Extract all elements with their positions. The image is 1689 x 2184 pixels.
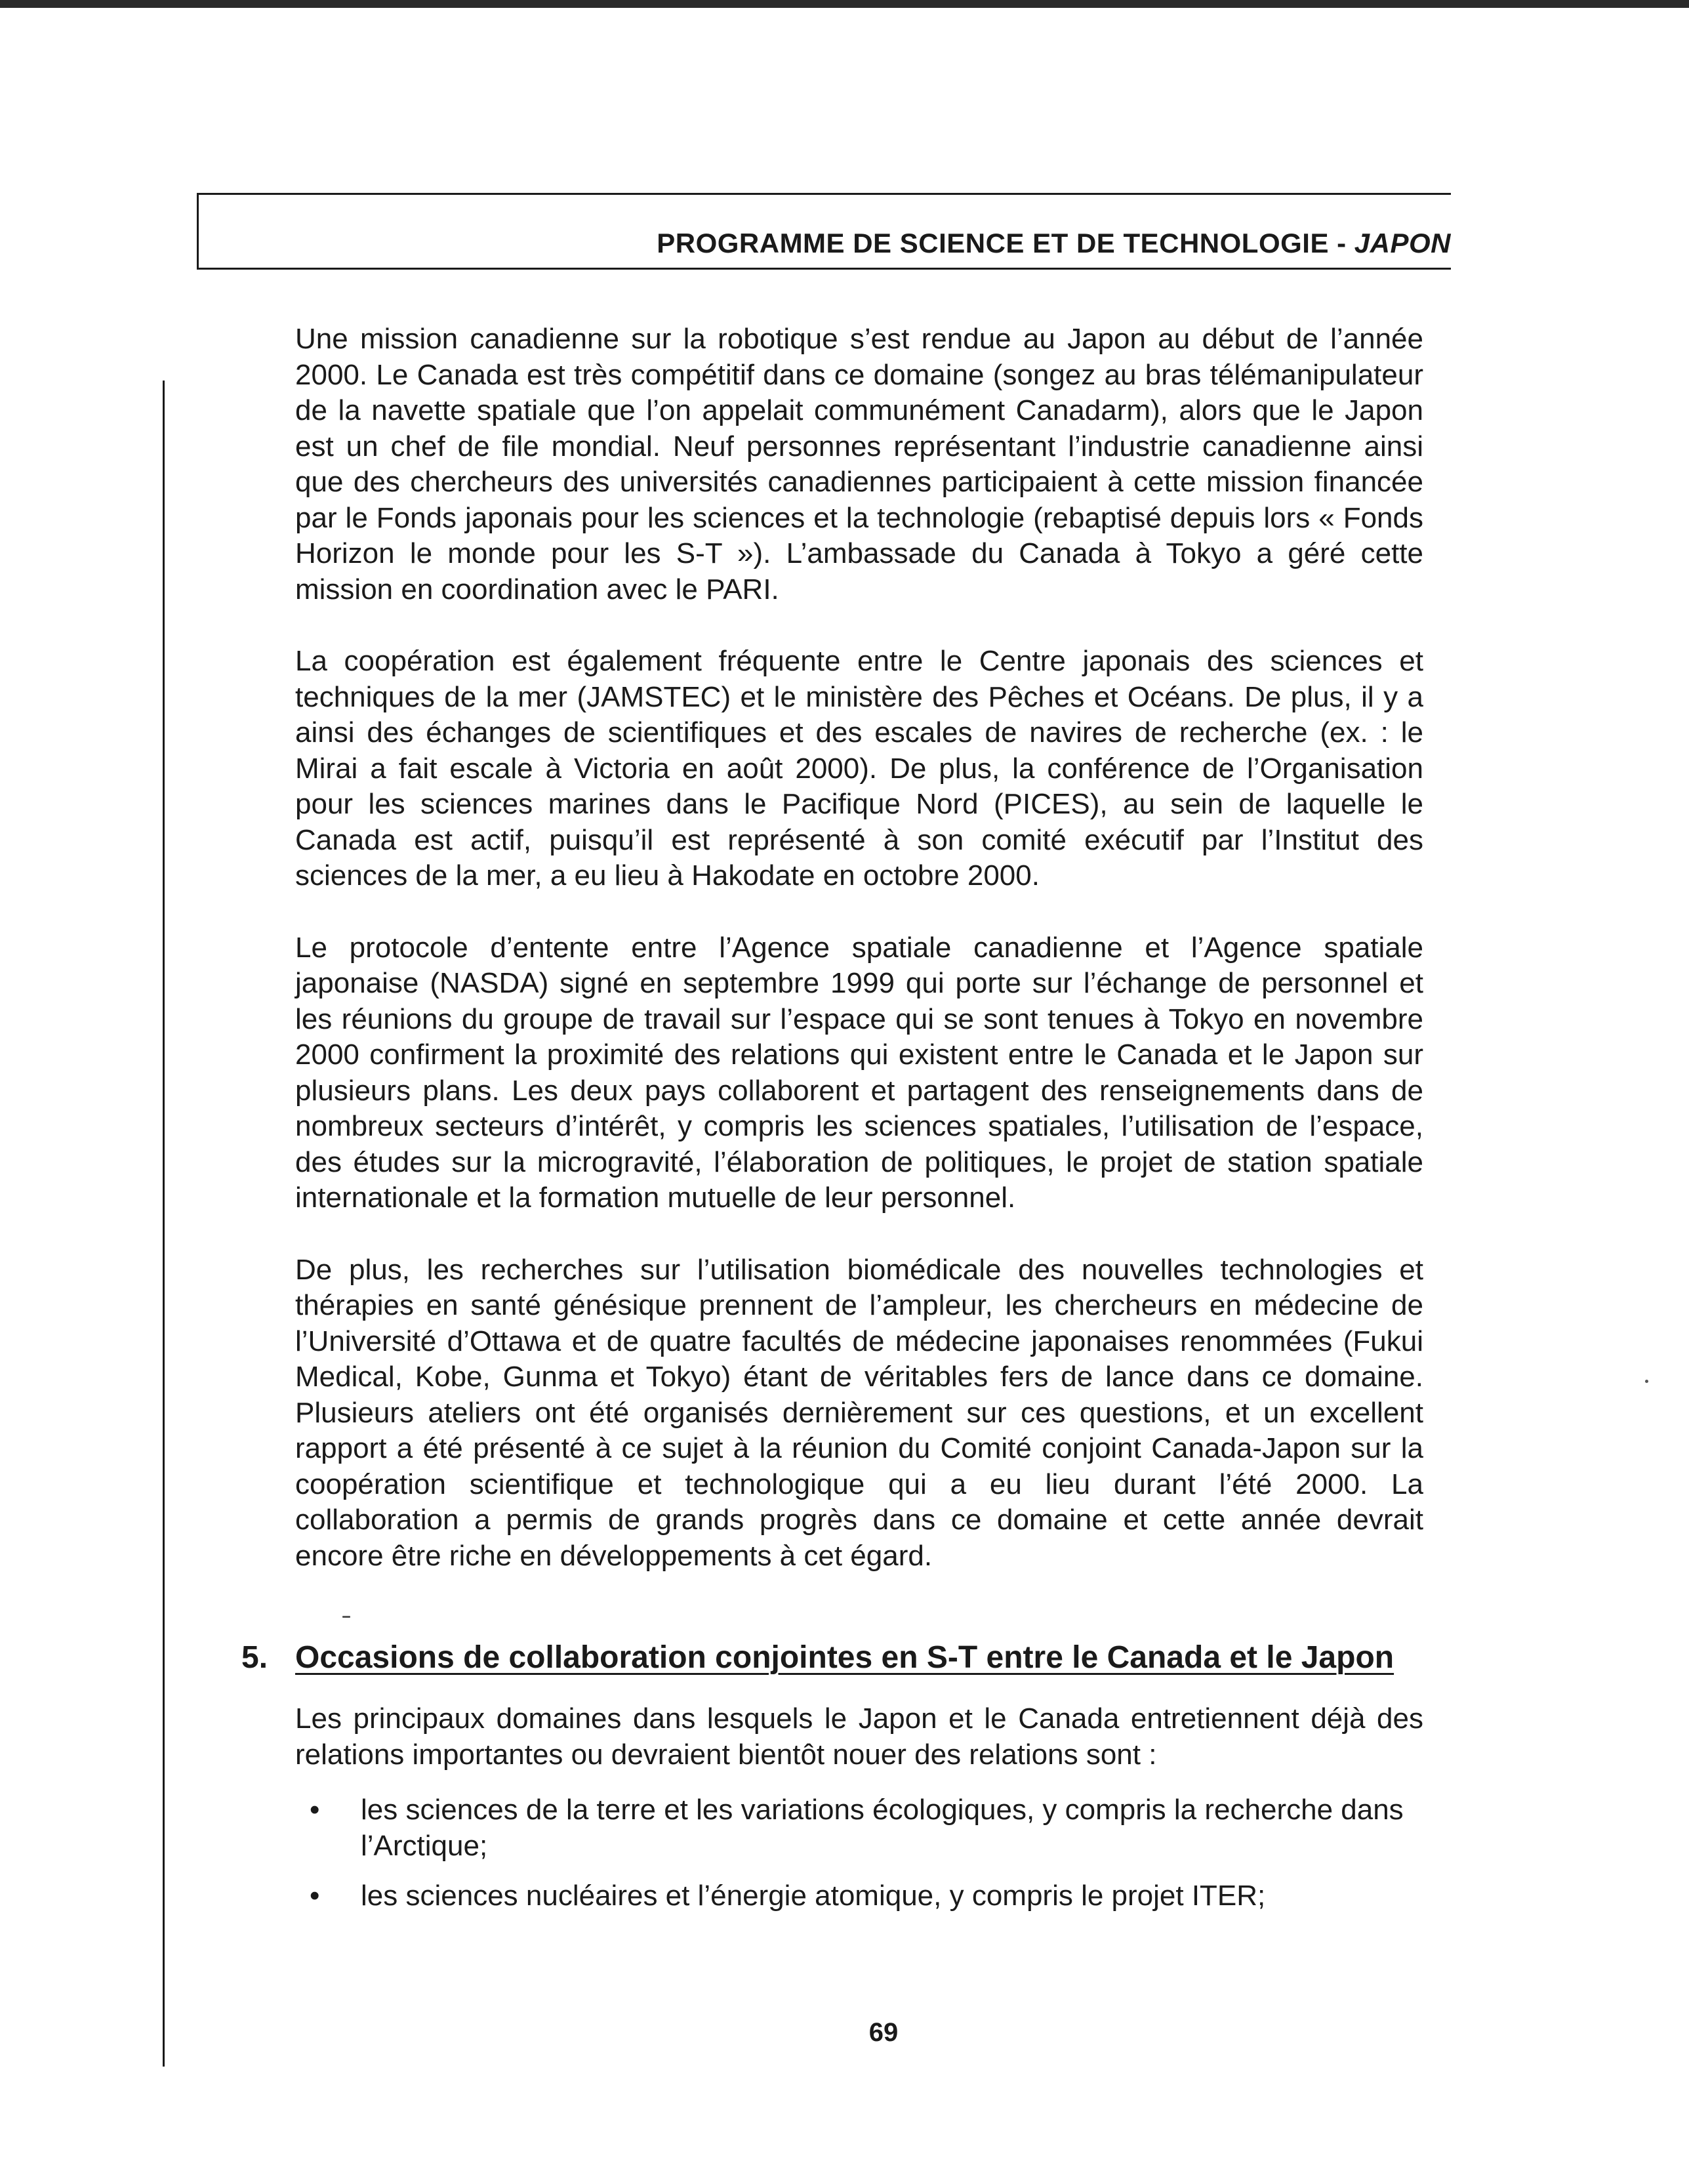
section-heading: [241, 1639, 1423, 1676]
running-header: [197, 193, 1451, 270]
section-number: 5.: [241, 1640, 268, 1675]
collaboration-domains-list: [295, 1792, 1423, 1914]
scan-top-edge: [0, 0, 1689, 8]
section-intro: Les principaux domaines dans lesquels le Japon et le Canada entretiennent déjà des relations importantes ou devraient bientôt nouer des relations sont :: [295, 1702, 1423, 1771]
margin-rule: [163, 381, 165, 2067]
list-item-text: les sciences nucléaires et l’énergie atomique, y compris le projet ITER;: [361, 1880, 1266, 1912]
bullet-icon: •: [310, 1880, 320, 1912]
paragraph-biomedical-research: De plus, les recherches sur l’utilisation biomédicale des nouvelles technologies et thérapies en santé génésique prennent de l’ampleur, les chercheurs en médecine de l’Université d’Ottawa et de quatre facultés de médecine japonaises renommées (Fukui Medical, Kobe, Gunma et Tokyo) étant de véritables fers de lance dans ce domaine. Plusieurs ateliers ont été organisés dernièrement sur ces questions, et un excellent rapport a été présenté à ce sujet à la réunion du Comité conjoint Canada-Japon sur la coopération scientifique et technologique qui a eu lieu durant l’été 2000. La collaboration a permis de grands progrès dans ce domaine et cette année devrait encore être riche en développements à cet égard.: [295, 1253, 1423, 1572]
list-item-text: les sciences de la terre et les variations écologiques, y compris la recherche dans l’Arctique;: [361, 1794, 1404, 1862]
page-body: [241, 321, 1423, 1929]
header-title: [657, 228, 1451, 259]
section-title: Occasions de collaboration conjointes en S-T entre le Canada et le Japon: [295, 1640, 1394, 1675]
scan-speck: [342, 1616, 350, 1618]
paragraph-robotics-mission: Une mission canadienne sur la robotique s’est rendue au Japon au début de l’année 2000. Le Canada est très compétitif dans ce domaine (songez au bras télémanipulateur de la navette spatiale que l’on appelait communément Canadarm), alors que le Japon est un chef de file mondial. Neuf personnes représentant l’industrie canadienne ainsi que des chercheurs des universités canadiennes participaient à cette mission financée par le Fonds japonais pour les sciences et la technologie (rebaptisé depuis lors « Fonds Horizon le monde pour les S-T »). L’ambassade du Canada à Tokyo a géré cette mission en coordination avec le PARI.: [295, 323, 1423, 606]
bullet-icon: •: [310, 1794, 320, 1826]
page-number: 69: [868, 2018, 899, 2047]
paragraph-marine-cooperation: La coopération est également fréquente entre le Centre japonais des sciences et techniques de la mer (JAMSTEC) et le ministère des Pêches et Océans. De plus, il y a ainsi des échanges de scientifiques et des escales de navires de recherche (ex. : le Mirai a fait escale à Victoria en août 2000). De plus, la conférence de l’Organisation pour les sciences marines dans le Pacifique Nord (PICES), au sein de laquelle le Canada est actif, puisqu’il est représenté à son comité exécutif par l’Institut des sciences de la mer, a eu lieu à Hakodate en octobre 2000.: [295, 645, 1423, 892]
list-item: [310, 1792, 1423, 1864]
list-item: [310, 1878, 1423, 1914]
header-title-main: PROGRAMME DE SCIENCE ET DE TECHNOLOGIE -: [657, 228, 1354, 258]
scan-speck: [1645, 1380, 1648, 1383]
header-title-subject: JAPON: [1354, 228, 1451, 258]
paragraph-space-agreement: Le protocole d’entente entre l’Agence spatiale canadienne et l’Agence spatiale japonaise (NASDA) signé en septembre 1999 qui porte sur l’échange de personnel et les réunions du groupe de travail sur l’espace qui se sont tenues à Tokyo en novembre 2000 confirment la proximité des relations qui existent entre le Canada et le Japon sur plusieurs plans. Les deux pays collaborent et partagent des renseignements dans de nombreux secteurs d’intérêt, y compris les sciences spatiales, l’utilisation de l’espace, des études sur la microgravité, l’élaboration de politiques, le projet de station spatiale internationale et la formation mutuelle de leur personnel.: [295, 931, 1423, 1214]
